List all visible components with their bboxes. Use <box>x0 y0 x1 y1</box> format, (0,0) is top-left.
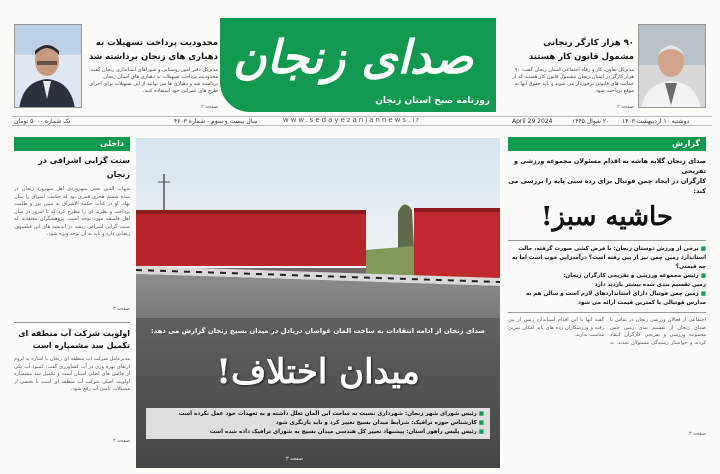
right-page-ref: صفحه ۳ <box>689 431 706 437</box>
left-teaser-photo <box>14 24 82 108</box>
center-bullet-2: ■ کارشناس حوزه ترافیک: شرایط میدان بسیج تغییر کرد و باید بازنگری شود <box>152 419 484 428</box>
date-persian: دوشنبه ۱۰ اردیبهشت ۱۴۰۳ <box>622 118 690 125</box>
right-teaser-body: مدیرکل تعاون، کار و رفاه اجتماعی استان زنجان گفت: ۹۰ هزار کارگر در استان زنجان مشمول قانون کار هستند که از حمایت های قانونی برخوردار می شوند و باید حقوق آنها به موقع پرداخت شود. <box>512 67 634 94</box>
right-bullet-4: ■ زمین چمن فوتبال دارای استانداردهای لازم است و سالن هم به مدارس فوتبالی با کمترین قیمت ارائه می شود <box>508 290 706 308</box>
portrait-elderly-man-icon <box>638 25 705 108</box>
left-teaser-headline-2: دهیاری های زنجان برداشته شد <box>89 52 218 62</box>
issue-info-bar <box>12 116 712 126</box>
newspaper-subtitle: روزنامه صبح استان زنجان <box>375 96 490 106</box>
right-article-body: اجتماعی از فعالان ورزشی زنجان در تماس با صدای زنجان از تقسیم بندی زمین چمن مجموعه ورزشی و تفریحی کارگران انتقاد کردند و خواستار رسیدگی مسئولان شدند. به گفته آنها با این اقدام استاندارد زمین از بین رفته و ورزشکاران رده های پایه امکان تمرین مناسب ندارند. <box>508 317 706 346</box>
right-headline[interactable]: حاشیه سبز! <box>540 202 673 232</box>
right-body-divider <box>508 312 706 313</box>
center-bullet-3: ■ رئیس پلیس راهور استان: پیشنهاد تغییر کل هندسی میدان بسیج به شورای ترافیک داده شده است <box>152 428 484 437</box>
center-kicker: صدای زنجان از ادامه انتقادات به ساخت المان غواصان دریادل در میدان بسیج زنجان گزارش می دهد: <box>151 327 485 335</box>
center-headline[interactable]: میدان اختلاف! <box>216 352 420 392</box>
right-kicker-2: کارگران در ایجاد چمن فوتبال برای رده سنی پایه را بررسی می کند: <box>508 177 706 195</box>
right-teaser[interactable] <box>508 36 634 110</box>
right-bullet-3: زمین تقسیم بندی شده بیشتر بازدید دارد <box>594 282 706 288</box>
price-label: تک شماره ۵۰۰۰ تومان <box>14 118 71 125</box>
date-english: April 29 2024 <box>512 118 553 125</box>
left-article-2-page-ref: صفحه ۲ <box>113 438 130 444</box>
section-header-domestic: داخلی <box>14 137 130 151</box>
center-bullet-1: ■ رئیس شورای شهر زنجان: شهرداری نسبت به ساخت این المان تعلل داشته و به تعهدات خود عمل نکرده است <box>152 410 484 419</box>
issue-number: سال بیست و سوم - شماره ۴۶۰۳ <box>174 118 258 125</box>
right-column <box>508 156 706 437</box>
left-article-2 <box>14 328 130 444</box>
left-article-1-page-ref: صفحه ۳ <box>113 306 130 312</box>
left-teaser[interactable] <box>88 36 218 110</box>
masthead <box>220 18 496 112</box>
left-article-1-headline[interactable]: سنت گرایی اشرافی در زنجان <box>38 156 130 179</box>
center-page-ref: صفحه ۳ <box>286 456 303 462</box>
left-column-divider <box>14 322 130 323</box>
website-url[interactable]: www.sedayezanjannews.ir <box>282 116 422 124</box>
right-bullet-1: ■ برخی از ورزش دوستان زنجان: با فرض کشی صورت گرفته، حالت استاندارد زمین چمن نیز از بین رفته است؟ درآمدزایی خوب است اما به چه قیمتی؟ <box>508 245 706 272</box>
left-teaser-body: مدیرکل دفتر امور روستایی و شوراهای استانداری زنجان گفت: محدودیت پرداخت تسهیلات به دهیاری های استان زنجان برداشته شد و دهیاری ها می توانند از این تسهیلات برای اجرای طرح های عمرانی خود استفاده کنند. <box>88 67 218 94</box>
left-article-2-headline-b[interactable]: تکمیل سد مشمپاره است <box>32 341 130 350</box>
left-article-2-headline-a[interactable]: اولویت شرکت آب منطقه ای <box>18 329 130 338</box>
newspaper-title: صدای زنجان <box>232 30 474 84</box>
right-kicker-1: صدای زنجان گلایه هاشه به اقدام مسئولان مجموعه ورزشی و تفریحی <box>514 157 706 175</box>
right-headline-divider <box>508 240 706 241</box>
right-teaser-page-ref: صفحه ۲ <box>617 104 634 110</box>
left-column <box>14 154 130 312</box>
date-hijri: ۲۰ شوال ۱۴۴۵ <box>572 118 610 125</box>
portrait-man-icon <box>14 25 81 108</box>
center-bullets <box>146 408 490 439</box>
right-teaser-headline-1: ۹۰ هزار کارگر زنجانی <box>543 38 634 48</box>
right-bullet-2: ■ رئیس مجموعه ورزشی و تفریحی کارگران زنجان: <box>508 272 706 281</box>
center-photo-story <box>136 138 500 468</box>
left-article-1-body: شهاب الدین یحیی سهروردی اهل سهرورد زنجان در سده ششم هجری قمری بود که حکمت اشراق را بنیان نهاد. او در کتاب حکمه الاشراق به تبیین نور و ظلمت پرداخت و نظریه ای را مطرح کرد که تا امروز در میان اهل فلسفه مورد توجه است. پژوهشگران معتقدند که سنت گرایی اشرافی ریشه در اندیشه های این فیلسوف زنجانی دارد و باید به آن توجه ویژه شود. <box>14 186 130 237</box>
left-article-2-body: مدیرعامل شرکت آب منطقه ای زنجان با اشاره به لزوم ارتقای بهره وری در آب کشاورزی گفت: کمبود آب یکی از چالش های اصلی استان است و تکمیل سد مشمپاره اولویت اصلی شرکت آب منطقه ای است تا بخشی از مشکلات تامین آب رفع شود. <box>14 356 130 392</box>
right-teaser-photo <box>638 24 706 108</box>
left-teaser-headline-1: محدودیت پرداخت تسهیلات به <box>95 38 218 48</box>
left-teaser-page-ref: صفحه ۲ <box>201 104 218 110</box>
right-teaser-headline-2: مشمول قانون کار هستند <box>528 52 634 62</box>
section-header-report: گزارش <box>508 137 706 151</box>
